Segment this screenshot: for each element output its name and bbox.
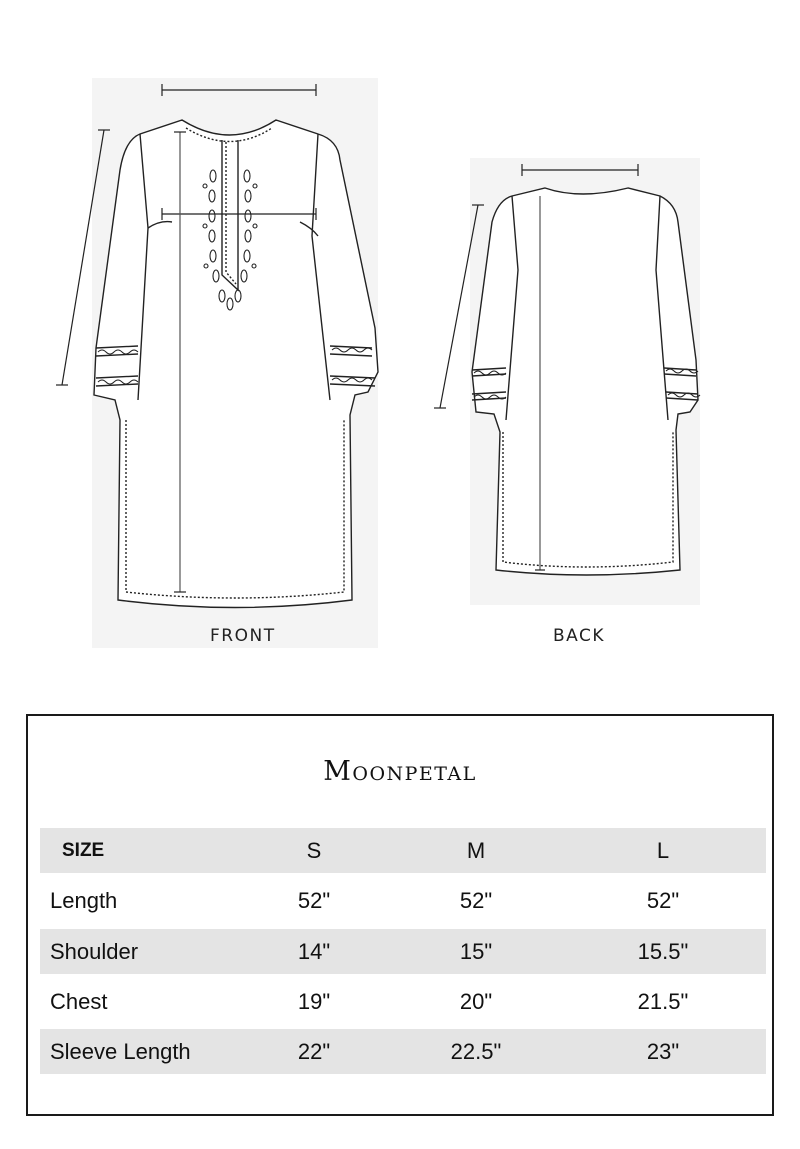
back-kurta-outline <box>472 188 698 575</box>
value-s: 19" <box>297 989 331 1014</box>
value-l: 52" <box>646 888 680 913</box>
value-l: 15.5" <box>637 939 689 964</box>
value-m: 20" <box>459 989 493 1014</box>
value-s: 22" <box>297 1039 331 1064</box>
size-header-row <box>40 828 766 873</box>
front-view-label: FRONT <box>210 626 276 646</box>
value-m: 15" <box>459 939 493 964</box>
table-row-length <box>40 878 766 923</box>
row-label: Chest <box>50 989 108 1014</box>
value-l: 21.5" <box>637 989 689 1014</box>
value-s: 14" <box>297 939 331 964</box>
table-row-sleeve-length <box>40 1029 766 1074</box>
table-row-chest <box>40 979 766 1024</box>
size-chart <box>26 714 774 1116</box>
size-header-label: SIZE <box>62 840 105 861</box>
brand-name: Moonpetal <box>323 756 477 787</box>
value-m: 52" <box>459 888 493 913</box>
size-l: L <box>656 838 670 863</box>
value-l: 23" <box>646 1039 680 1064</box>
row-label: Sleeve Length <box>50 1039 191 1064</box>
table-row-shoulder <box>40 929 766 974</box>
row-label: Shoulder <box>50 939 139 964</box>
size-s: S <box>306 838 322 863</box>
size-m: M <box>466 838 486 863</box>
row-label: Length <box>50 888 118 913</box>
back-view-label: BACK <box>553 626 606 646</box>
value-s: 52" <box>297 888 331 913</box>
value-m: 22.5" <box>450 1039 502 1064</box>
